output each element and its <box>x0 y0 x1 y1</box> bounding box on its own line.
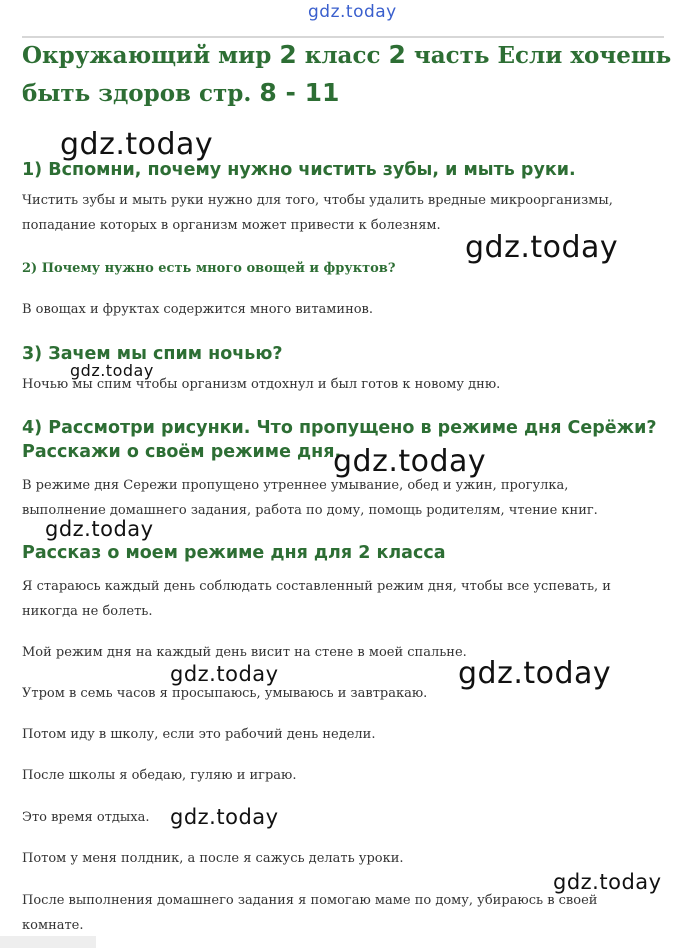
story-paragraph-4: Потом иду в школу, если это рабочий день недели. <box>22 727 376 742</box>
story-paragraph-3: Утром в семь часов я просыпаюсь, умываюсь и завтракаю. <box>22 686 428 701</box>
title-part-2: класс <box>296 42 389 69</box>
story-paragraph-2: Мой режим дня на каждый день висит на стене в моей спальне. <box>22 645 467 660</box>
watermark: gdz.today <box>170 662 279 686</box>
question-2-answer: В овощах и фруктах содержится много витаминов. <box>22 302 374 317</box>
page-footer-strip <box>0 936 96 948</box>
title-grade-number: 2 <box>279 40 297 69</box>
title-part-3: часть Если хочешь быть здоров стр. <box>22 42 672 107</box>
watermark: gdz.today <box>170 805 279 829</box>
watermark: gdz.today <box>553 870 662 894</box>
watermark-top: gdz.today <box>308 2 397 22</box>
watermark: gdz.today <box>70 361 154 380</box>
story-paragraph-1: Я стараюсь каждый день соблюдать составленный режим дня, чтобы все успевать, и никогда не болеть. <box>22 579 611 619</box>
question-1-answer: Чистить зубы и мыть руки нужно для того, чтобы удалить вредные микроорганизмы, попадание которых в организм может привести к болезням. <box>22 193 613 233</box>
watermark: gdz.today <box>333 444 487 479</box>
question-4-heading-line-1: 4) Рассмотри рисунки. Что пропущено в режиме дня Серёжи? <box>22 418 657 438</box>
question-3-answer: Ночью мы спим чтобы организм отдохнул и был готов к новому дню. <box>22 377 501 392</box>
watermark: gdz.today <box>458 656 612 691</box>
question-4-heading-line-2: Расскажи о своём режиме дня. <box>22 442 342 462</box>
question-2-heading: 2) Почему нужно есть много овощей и фруктов? <box>22 261 396 276</box>
watermark: gdz.today <box>465 230 619 265</box>
story-heading: Рассказ о моем режиме дня для 2 класса <box>22 543 446 563</box>
question-4-answer: В режиме дня Сережи пропущено утреннее умывание, обед и ужин, прогулка, выполнение домашнего задания, работа по дому, помощь родителям, чтение книг. <box>22 478 598 518</box>
title-pages: 8 - 11 <box>259 78 340 107</box>
story-paragraph-8: После выполнения домашнего задания я помогаю маме по дому, убираюсь в своей комнате. <box>22 893 598 933</box>
page-title <box>22 36 682 112</box>
title-part-number: 2 <box>388 40 406 69</box>
story-paragraph-5: После школы я обедаю, гуляю и играю. <box>22 768 297 783</box>
title-part-1: Окружающий мир <box>22 42 280 69</box>
watermark: gdz.today <box>60 127 214 162</box>
story-paragraph-7: Потом у меня полдник, а после я сажусь делать уроки. <box>22 851 404 866</box>
watermark: gdz.today <box>45 517 154 541</box>
question-1-heading: 1) Вспомни, почему нужно чистить зубы, и мыть руки. <box>22 160 576 180</box>
story-paragraph-6: Это время отдыха. <box>22 810 150 825</box>
question-3-heading: 3) Зачем мы спим ночью? <box>22 344 283 364</box>
